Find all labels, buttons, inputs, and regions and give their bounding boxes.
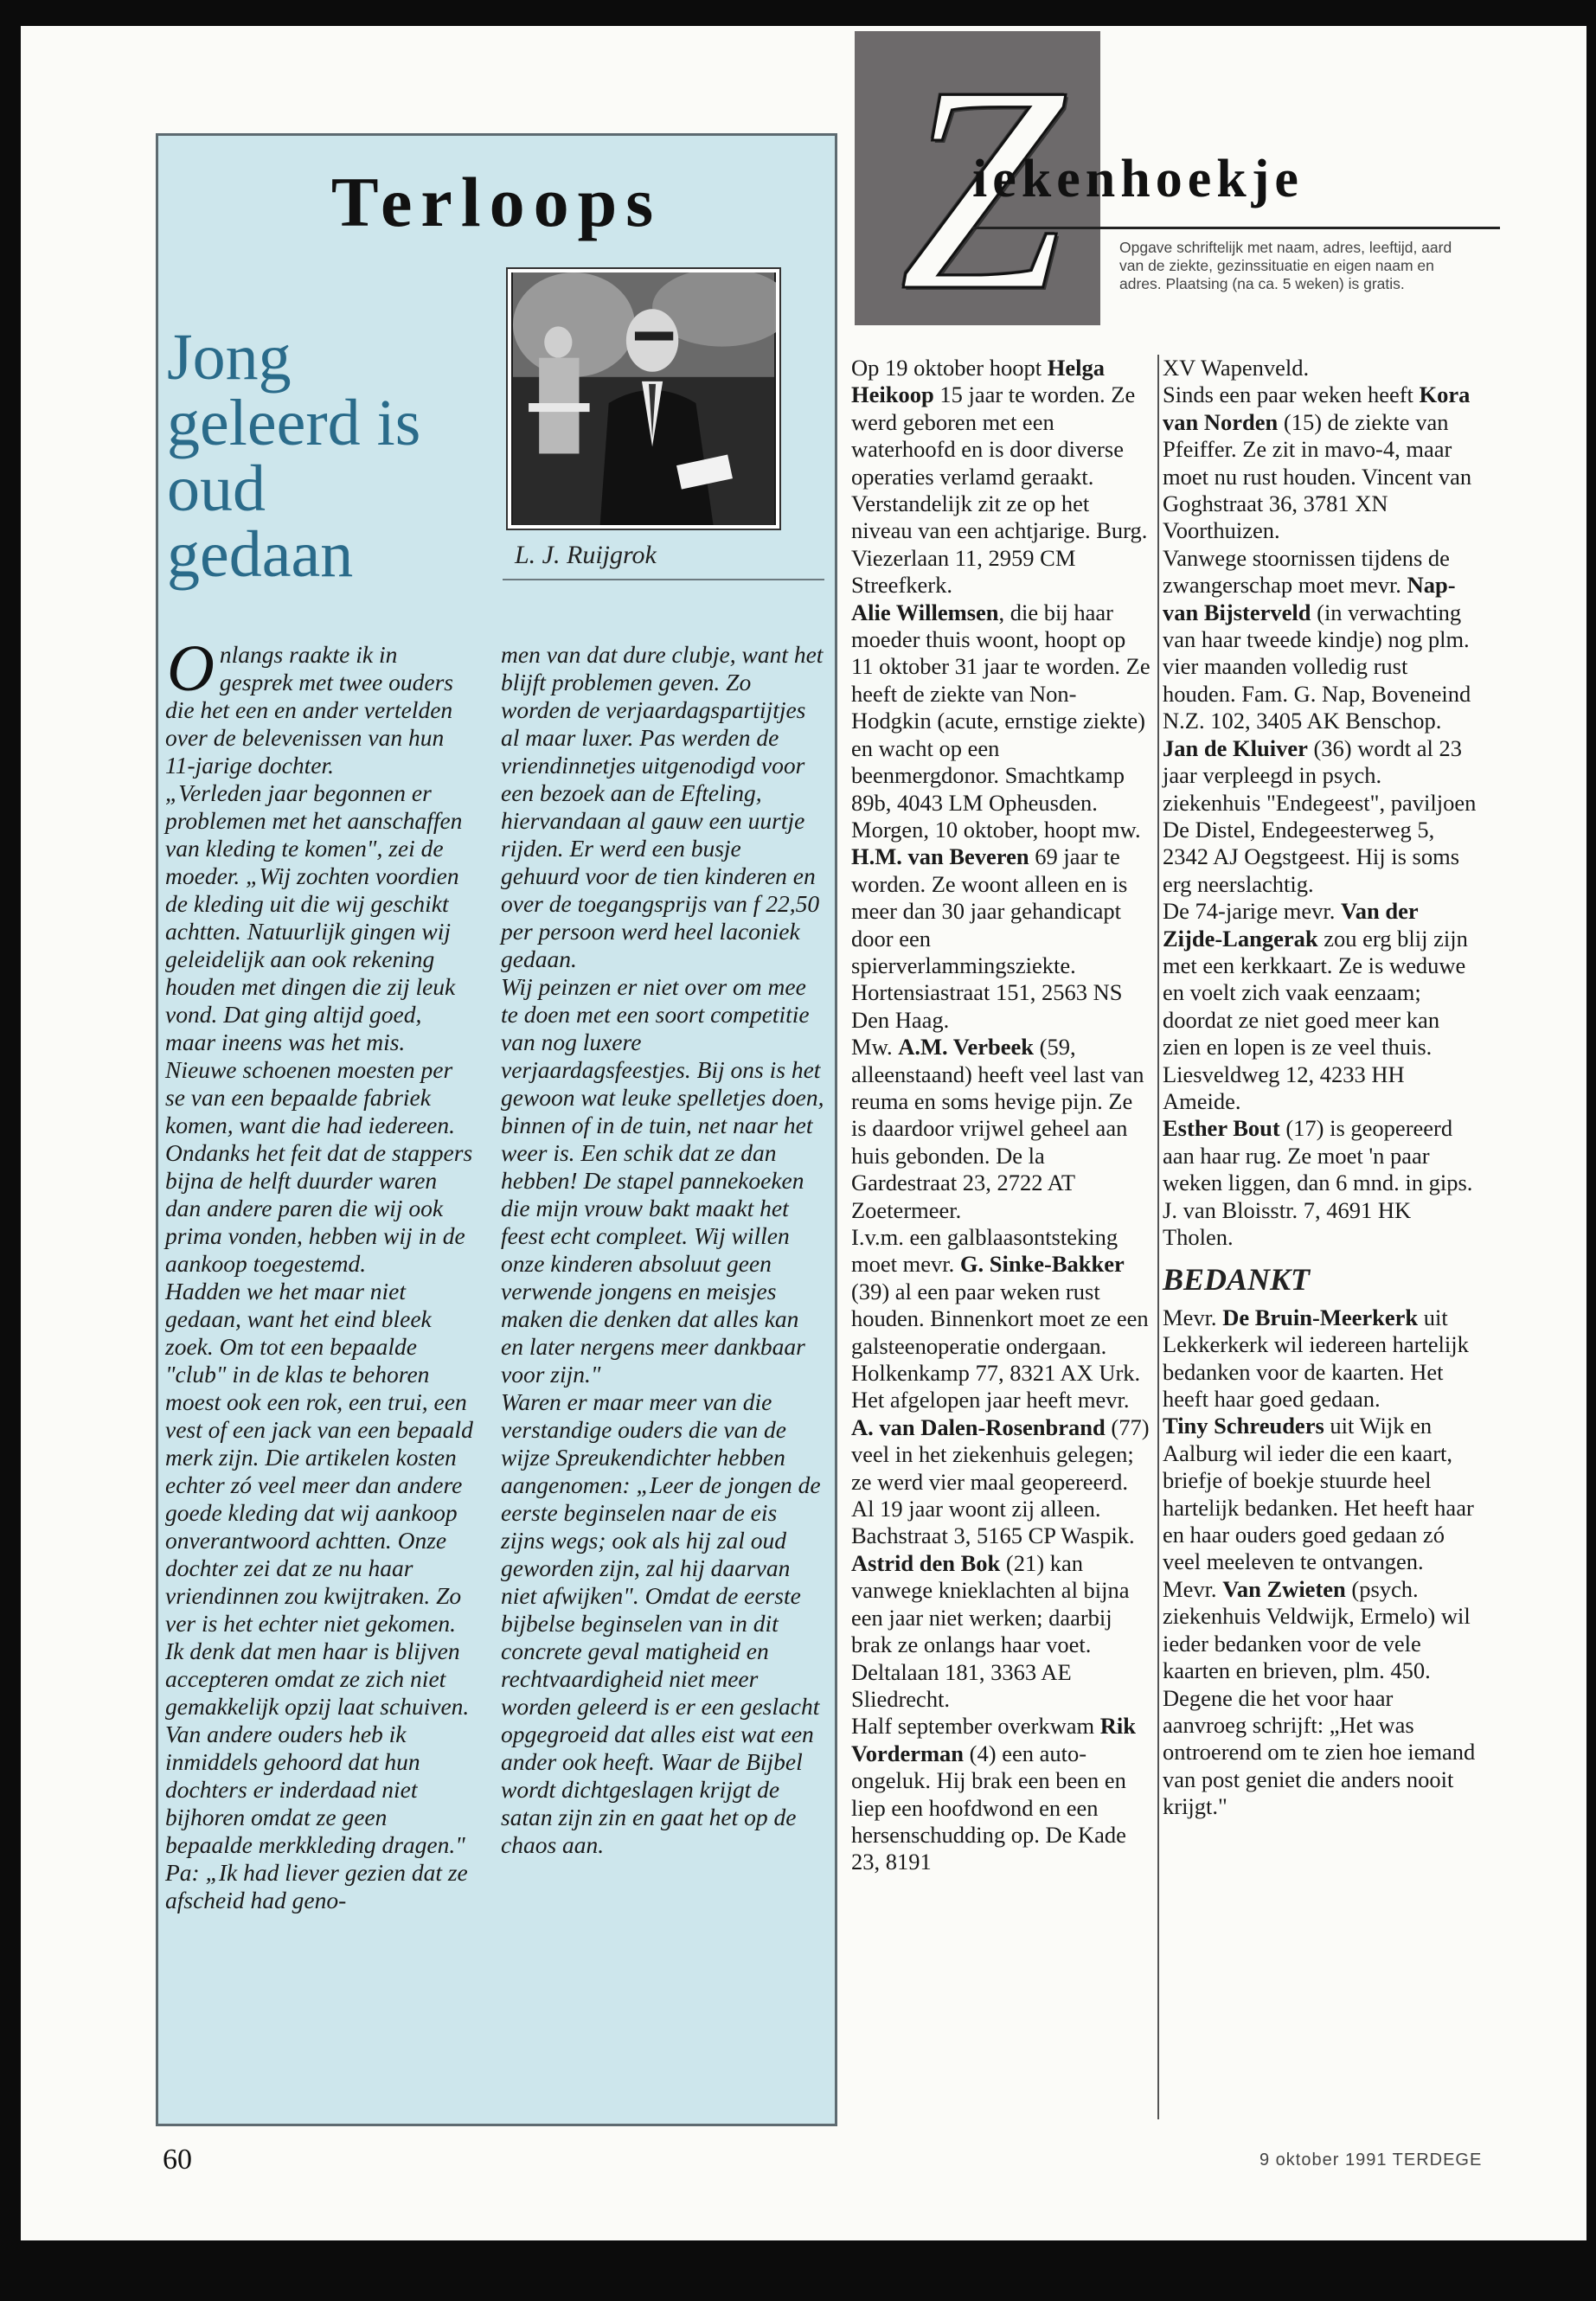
- ziekenhoekje-column-1: [851, 355, 1151, 1876]
- caption-divider: [503, 579, 824, 580]
- notice-text: Mevr.: [1163, 1304, 1223, 1330]
- author-photo: [508, 269, 779, 529]
- notice-entry: [1163, 1304, 1483, 1413]
- person-name: A. van Dalen-Rosenbrand: [851, 1413, 1106, 1440]
- notice-entry: [851, 1224, 1151, 1387]
- author-photo-image: [511, 272, 776, 525]
- article-paragraph: Wij peinzen er niet over om mee te doen met een soort competitie van nog luxere verjaardagsfeestjes. Bij ons is het gewoon wat leuke spelletjes doen, binnen of in de tuin, net naar het weer is. Een schik dat ze dan hebben! De stapel pannekoeken die mijn vrouw bakt maakt het feest echt compleet. Wij willen onze kinderen absoluut geen verwende jongens en meisjes maken die denken dat alles kan en later nergens meer dankbaar voor zijn.": [501, 973, 824, 1388]
- notice-text: Morgen, 10 oktober, hoopt mw.: [851, 816, 1141, 843]
- article-paragraph: Waren er maar meer van die verstandige ouders die van de wijze Spreukendichter hebben aangenomen: „Leer de jongen de eerste beginselen naar de eis zijns wegs; ook als hij zal oud geworden zijn, zal hij daarvan niet afwijken". Omdat de eerste bijbelse beginselen van in dit concrete geval matigheid en rechtvaardigheid niet meer worden geleerd is er een geslacht opgegroeid dat alles eist wat een ander ook heeft. Waar de Bijbel wordt dichtgeslagen krijgt de satan zijn zin en gaat het op de chaos aan.: [501, 1388, 821, 1858]
- person-name: Tiny Schreuders: [1163, 1413, 1324, 1439]
- notice-text: (15) de ziekte van Pfeiffer. Ze zit in mavo-4, maar moet nu rust houden. Vincent van Goghstraat 36, 3781 XN Voorthuizen.: [1163, 408, 1472, 544]
- subtitle-line: Jong: [167, 321, 292, 394]
- person-name: H.M. van Beveren: [851, 843, 1029, 870]
- notice-text: (59, alleenstaand) heeft veel last van reuma en soms hevige pijn. Ze is daardoor vrijwel geheel aan huis gebonden. De la Gardestraat 23, 2722 AT Zoetermeer.: [851, 1034, 1144, 1223]
- ziekenhoekje-intro: Opgave schriftelijk met naam, adres, leeftijd, aard van de ziekte, gezinssituatie en eigen naam en adres. Plaatsing (na ca. 5 weken) is gratis.: [1119, 239, 1452, 292]
- notice-entry: [1163, 355, 1483, 381]
- terloops-column-2: [501, 641, 824, 1859]
- notice-text: (36) wordt al 23 jaar verpleegd in psych. ziekenhuis "Endegeest", paviljoen De Distel, Endegeesterweg 5, 2342 AJ Oegstgeest. Hij is soms erg neerslachtig.: [1163, 734, 1477, 897]
- notice-text: Op 19 oktober hoopt: [851, 355, 1048, 381]
- column-divider: [1157, 355, 1159, 2119]
- notice-text: Vanwege stoornissen tijdens de zwangerschap moet mevr.: [1163, 544, 1450, 599]
- notice-text: Mw.: [851, 1034, 899, 1061]
- notice-entry: [851, 355, 1151, 599]
- person-name: Astrid den Bok: [851, 1549, 1001, 1576]
- notice-entry: [1163, 381, 1483, 544]
- notice-text: I.v.m. een galblaasontsteking moet mevr.: [851, 1224, 1118, 1278]
- magazine-page: [21, 26, 1586, 2240]
- notice-entry: [1163, 1115, 1483, 1251]
- notice-entry: [851, 599, 1151, 817]
- publication-date: 9 oktober 1991 TERDEGE: [1259, 2150, 1483, 2170]
- person-name: Jan de Kluiver: [1163, 734, 1308, 761]
- person-name: Esther Bout: [1163, 1115, 1280, 1142]
- notice-entry: [1163, 545, 1483, 735]
- notice-text: zou erg blij zijn met een kerkkaart. Ze is weduwe en voelt zich vaak eenzaam; doordat ze niet goed meer kan zien en lopen is ze veel thuis. Liesveldweg 12, 4233 HH Ameide.: [1163, 925, 1468, 1114]
- notice-text: Mevr.: [1163, 1575, 1223, 1602]
- notice-text: Sinds een paar weken heeft: [1163, 381, 1420, 408]
- notice-text: (in verwachting van haar tweede kindje) nog plm. vier maanden volledig rust houden. Fam. G. Nap, Boveneind N.Z. 102, 3405 AK Benschop.: [1163, 599, 1471, 734]
- notice-text: XV Wapenveld.: [1163, 355, 1310, 381]
- notice-entry: [1163, 1576, 1483, 1821]
- notice-entry: [851, 817, 1151, 1034]
- person-name: Van Zwieten: [1222, 1575, 1346, 1602]
- person-name: A.M. Verbeek: [898, 1034, 1035, 1061]
- article-paragraph: Pa: „Ik had liever gezien dat ze afscheid had geno-: [165, 1859, 468, 1913]
- person-name: Helga Heikoop: [851, 355, 1105, 408]
- bedankt-entries: [1163, 1304, 1483, 1821]
- notice-text: (77) veel in het ziekenhuis gelegen; ze werd vier maal geopereerd. Al 19 jaar woont zij alleen. Bachstraat 3, 5165 CP Waspik.: [851, 1413, 1150, 1549]
- notice-text: uit Wijk en Aalburg wil ieder die een kaart, briefje of boekje stuurde heel hartelijk bedanken. Het heeft haar en haar ouders goed gedaan zó veel meeleven te ontvangen.: [1163, 1413, 1474, 1575]
- subtitle-line: geleerd is: [167, 387, 421, 459]
- notice-text: 69 jaar te worden. Ze woont alleen en is meer dan 30 jaar gehandicapt door een spierverlammingsziekte. Hortensiastraat 151, 2563 NS Den Haag.: [851, 843, 1128, 1033]
- subtitle-line: oud gedaan: [167, 452, 354, 591]
- person-name: G. Sinke-Bakker: [959, 1251, 1125, 1278]
- notice-text: Het afgelopen jaar heeft mevr.: [851, 1387, 1130, 1413]
- photo-caption: L. J. Ruijgrok: [515, 541, 657, 569]
- drop-cap: O: [167, 632, 215, 705]
- notice-text: De 74-jarige mevr.: [1163, 898, 1342, 925]
- notice-entry: [1163, 1413, 1483, 1575]
- ziekenhoekje-initial-letter: Z: [900, 26, 1064, 351]
- notice-entry: [1163, 735, 1483, 898]
- page-number: 60: [163, 2144, 192, 2176]
- person-name: De Bruin-Meerkerk: [1222, 1304, 1419, 1330]
- person-name: Alie Willemsen: [851, 599, 999, 625]
- notice-text: (psych. ziekenhuis Veldwijk, Ermelo) wil ieder bedanken voor de vele kaarten en brieven, plm. 450. Degene die het voor haar aanvroeg schrijft: „Het was ontroerend om te zien hoe iemand van post geniet die anders nooit krijgt.": [1163, 1575, 1476, 1820]
- person-name: Van der Zijde-Langerak: [1163, 898, 1419, 952]
- article-paragraph: „Verleden jaar begonnen er problemen met het aanschaffen van kleding te komen", zei de moeder. „Wij zochten voordien de kleding uit die wij geschikt achtten. Natuurlijk gingen wij geleidelijk aan ook rekening houden met dingen die zij leuk vond. Dat ging altijd goed, maar ineens was het mis. Nieuwe schoenen moesten per se van een bepaalde fabriek komen, want die had iedereen. Ondanks het feit dat de stappers bijna de helft duurder waren dan andere paren die wij ook prima vonden, hebben wij in de aankoop toegestemd.: [165, 779, 473, 1277]
- article-paragraph: Onlangs raakte ik in gesprek met twee ouders die het een en ander vertelden over de belevenissen van hun 11-jarige dochter.: [165, 632, 453, 779]
- article-paragraph: men van dat dure clubje, want het blijft problemen geven. Zo worden de verjaardagspartijtjes al maar luxer. Pas werden de vriendinnetjes uitgenodigd voor een bezoek aan de Efteling, hiervandaan al gauw een uurtje rijden. Er werd een busje gehuurd voor de tien kinderen en over de toegangsprijs van f 22,50 per persoon werd heel laconiek gedaan.: [501, 641, 824, 972]
- article-subtitle: [167, 321, 461, 591]
- ziekenhoekje-title-rule: [972, 227, 1500, 229]
- person-name: Kora van Norden: [1163, 381, 1471, 435]
- notice-entry: [1163, 898, 1483, 1115]
- notice-entry: [851, 1387, 1151, 1549]
- notice-text: (39) al een paar weken rust houden. Binnenkort moet ze een galsteenoperatie ondergaan. Holkenkamp 77, 8321 AX Urk.: [851, 1278, 1149, 1387]
- person-name: Nap-van Bijsterveld: [1163, 572, 1456, 625]
- notice-text: Half september overkwam: [851, 1713, 1100, 1740]
- notice-entry: [851, 1713, 1151, 1875]
- ziekenhoekje-column-2: [1163, 355, 1483, 1821]
- notice-text: uit Lekkerkerk wil iedereen hartelijk bedanken voor de kaarten. Het heeft haar goed gedaan.: [1163, 1304, 1469, 1413]
- terloops-column-box: [156, 133, 837, 2126]
- ziekenhoekje-title: iekenhoekje: [972, 150, 1304, 208]
- notice-text: (21) kan vanwege knieklachten al bijna een jaar niet werken; daarbij brak ze onlangs haar voet. Deltalaan 181, 3363 AE Sliedrecht.: [851, 1549, 1130, 1712]
- bedankt-heading: BEDANKT: [1163, 1262, 1311, 1298]
- notice-text: 15 jaar te worden. Ze werd geboren met een waterhoofd en is door diverse operaties verlamd geraakt. Verstandelijk zit ze op het niveau van een achtjarige. Burg. Viezerlaan 11, 2959 CM Streefkerk.: [851, 381, 1148, 599]
- terloops-column-1: [165, 632, 473, 1914]
- article-paragraph: Hadden we het maar niet gedaan, want het eind bleek zoek. Om tot een bepaalde "club" in de klas te behoren moest ook een rok, een trui, een vest of een jack van een bepaald merk zijn. Die artikelen kosten echter zó veel meer dan andere goede kleding dat wij aankoop onverantwoord achtten. Onze dochter zei dat ze nu haar vriendinnen zou kwijtraken. Zo ver is het echter niet gekomen. Ik denk dat men haar is blijven accepteren omdat ze zich niet gemakkelijk opzij laat schuiven. Van andere ouders heb ik inmiddels gehoord dat hun dochters er inderdaad niet bijhoren omdat ze geen bepaalde merkkleding dragen.": [165, 1278, 473, 1858]
- notice-text: (17) is geopereerd aan haar rug. Ze moet 'n paar weken liggen, dan 6 mnd. in gips. J. van Bloisstr. 7, 4691 HK Tholen.: [1163, 1115, 1473, 1250]
- ziekenhoekje-entries: [1163, 355, 1483, 1251]
- notice-text: (4) een auto-ongeluk. Hij brak een been en liep een hoofdwond en een hersenschudding op. De Kade 23, 8191: [851, 1740, 1126, 1875]
- terloops-title: Terloops: [330, 163, 663, 241]
- notice-entry: [851, 1550, 1151, 1713]
- person-name: Rik Vorderman: [851, 1713, 1136, 1766]
- notice-text: , die bij haar moeder thuis woont, hoopt op 11 oktober 31 jaar te worden. Ze heeft de ziekte van Non-Hodgkin (acute, ernstige ziekte) en wacht op een beenmergdonor. Smachtkamp 89b, 4043 LM Opheusden.: [851, 599, 1151, 816]
- notice-entry: [851, 1034, 1151, 1224]
